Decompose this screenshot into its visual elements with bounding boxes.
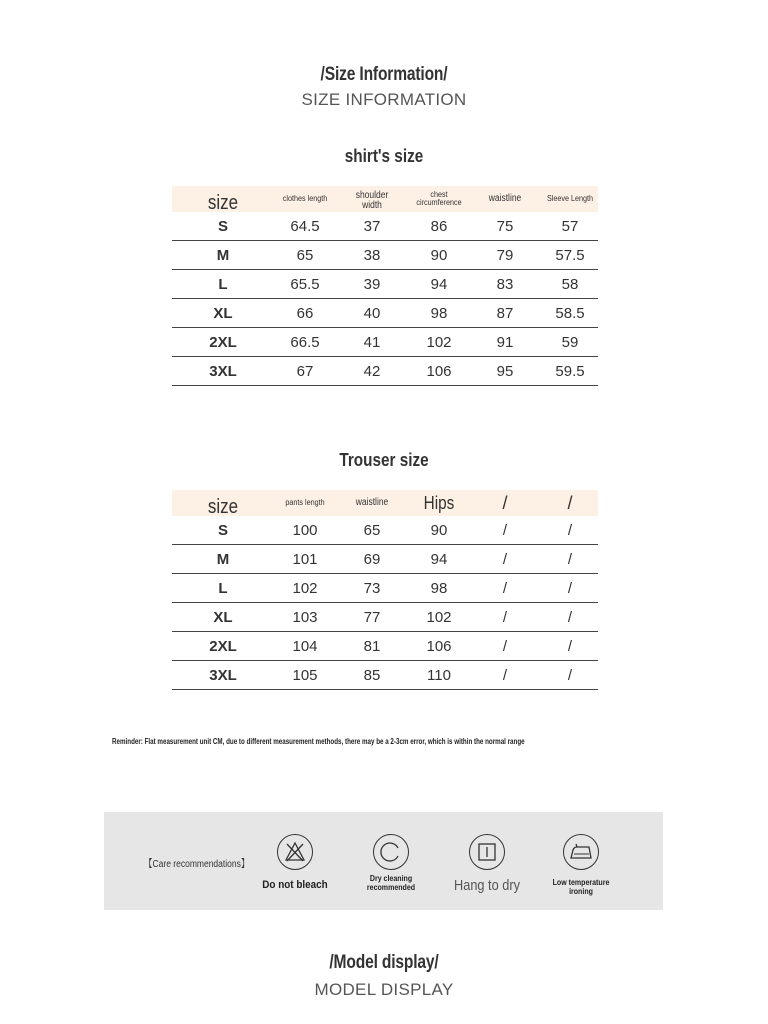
shirt-cell-size: XL [213, 304, 233, 322]
table-row [172, 603, 598, 632]
care-text-no-bleach: Do not bleach [262, 879, 328, 891]
shirt-header-chest-circumference: chest circumference [416, 189, 462, 207]
model-display-header [0, 952, 768, 1000]
care-item-hang-dry [442, 834, 532, 895]
trouser-cell-col-2: 81 [363, 637, 381, 655]
trouser-cell-size: L [218, 579, 228, 597]
table-row [172, 574, 598, 603]
care-text-dry-clean: Dry cleaning recommended [366, 874, 416, 892]
size-info-header [0, 64, 768, 110]
shirt-cell-col-5: 57.5 [555, 246, 585, 264]
trouser-cell-col-5: / [567, 608, 573, 626]
trouser-table-body [172, 516, 598, 690]
trouser-cell-col-4: / [502, 666, 508, 684]
trouser-header-pants-length: pants length [285, 497, 325, 507]
care-item-low-iron [536, 834, 626, 897]
shirt-table-body [172, 212, 598, 386]
shirt-table-header [172, 186, 598, 212]
trouser-cell-col-3: 98 [430, 579, 448, 597]
care-recommendations-panel [104, 812, 663, 910]
table-row [172, 357, 598, 386]
trouser-cell-col-5: / [567, 666, 573, 684]
table-row [172, 212, 598, 241]
shirt-cell-col-5: 58 [561, 275, 579, 293]
size-info-subtitle: SIZE INFORMATION [301, 90, 467, 109]
trouser-cell-col-2: 77 [363, 608, 381, 626]
size-info-title: /Size Information/ [320, 64, 448, 85]
shirt-cell-col-1: 67 [296, 362, 314, 380]
trouser-cell-col-5: / [567, 550, 573, 568]
care-text-hang-dry: Hang to dry [454, 877, 520, 894]
measurement-reminder: Reminder: Flat measurement unit CM, due to different measurement methods, there may be a 2-3cm error, which is within the normal range [112, 737, 525, 746]
table-row [172, 328, 598, 357]
no-bleach-icon [277, 834, 313, 870]
trouser-cell-col-4: / [502, 608, 508, 626]
trouser-cell-size: M [216, 550, 230, 568]
trouser-cell-col-3: 90 [430, 521, 448, 539]
table-row [172, 241, 598, 270]
trouser-cell-col-1: 103 [292, 608, 318, 626]
shirt-header-sleeve-length: Sleeve Length [546, 193, 594, 203]
shirt-cell-size: L [218, 275, 228, 293]
table-row [172, 632, 598, 661]
table-row [172, 545, 598, 574]
shirt-cell-size: 2XL [209, 333, 237, 351]
table-row [172, 270, 598, 299]
shirt-cell-col-4: 79 [496, 246, 514, 264]
trouser-table-title: Trouser size [339, 450, 429, 470]
trouser-cell-col-2: 65 [363, 521, 381, 539]
trouser-header-size: size [207, 496, 239, 518]
trouser-cell-col-3: 106 [426, 637, 452, 655]
trouser-cell-col-1: 105 [292, 666, 318, 684]
trouser-cell-col-5: / [567, 579, 573, 597]
shirt-cell-col-2: 41 [363, 333, 381, 351]
table-row [172, 299, 598, 328]
trouser-cell-size: 2XL [209, 637, 237, 655]
care-text-low-iron: Low temperature ironing [552, 878, 610, 896]
low-iron-icon [563, 834, 599, 870]
shirt-cell-col-3: 102 [426, 333, 452, 351]
shirt-cell-col-5: 57 [561, 217, 579, 235]
trouser-header-hips: Hips [423, 492, 455, 513]
trouser-cell-col-1: 100 [292, 521, 318, 539]
trouser-header-empty-1: / [502, 492, 508, 513]
shirt-cell-col-2: 37 [363, 217, 381, 235]
shirt-cell-col-4: 91 [496, 333, 514, 351]
shirt-cell-col-3: 90 [430, 246, 448, 264]
shirt-header-size: size [207, 192, 239, 214]
shirt-cell-col-4: 95 [496, 362, 514, 380]
trouser-cell-col-4: / [502, 550, 508, 568]
shirt-header-waistline: waistline [488, 192, 522, 204]
shirt-size-table [172, 186, 598, 386]
shirt-cell-size: S [217, 217, 228, 235]
trouser-cell-col-2: 73 [363, 579, 381, 597]
trouser-cell-col-3: 94 [430, 550, 448, 568]
table-row [172, 661, 598, 690]
trouser-header-empty-2: / [567, 492, 573, 513]
shirt-cell-col-3: 106 [426, 362, 452, 380]
shirt-cell-size: M [216, 246, 230, 264]
shirt-cell-col-2: 42 [363, 362, 381, 380]
trouser-table-header [172, 490, 598, 516]
trouser-cell-col-4: / [502, 637, 508, 655]
shirt-cell-col-5: 59 [561, 333, 579, 351]
shirt-cell-col-3: 98 [430, 304, 448, 322]
trouser-cell-col-1: 104 [292, 637, 318, 655]
shirt-cell-col-1: 66.5 [290, 333, 320, 351]
trouser-cell-col-2: 85 [363, 666, 381, 684]
shirt-table-title: shirt's size [344, 146, 424, 166]
dry-clean-icon [373, 834, 409, 870]
trouser-cell-size: 3XL [209, 666, 237, 684]
model-display-subtitle: MODEL DISPLAY [314, 980, 454, 999]
trouser-cell-col-5: / [567, 521, 573, 539]
trouser-cell-col-5: / [567, 637, 573, 655]
hang-dry-icon [469, 834, 505, 870]
shirt-cell-col-5: 58.5 [555, 304, 585, 322]
shirt-header-shoulder-width: shoulder width [355, 189, 389, 211]
trouser-cell-col-2: 69 [363, 550, 381, 568]
shirt-cell-col-1: 64.5 [290, 217, 320, 235]
trouser-cell-col-3: 110 [427, 666, 451, 684]
care-recommendations-label: 【Care recommendations】 [144, 859, 250, 870]
shirt-cell-col-2: 40 [363, 304, 381, 322]
shirt-cell-col-3: 86 [430, 217, 448, 235]
shirt-cell-col-1: 65 [296, 246, 314, 264]
trouser-cell-size: S [217, 521, 228, 539]
shirt-cell-col-1: 66 [296, 304, 314, 322]
trouser-cell-col-4: / [502, 579, 508, 597]
model-display-title: /Model display/ [329, 952, 439, 973]
shirt-cell-col-3: 94 [430, 275, 448, 293]
shirt-cell-col-4: 75 [496, 217, 514, 235]
care-item-no-bleach [250, 834, 340, 891]
shirt-cell-col-1: 65.5 [290, 275, 320, 293]
shirt-cell-col-2: 38 [363, 246, 381, 264]
shirt-cell-col-4: 87 [496, 304, 514, 322]
trouser-header-waistline: waistline [355, 496, 389, 508]
trouser-cell-col-4: / [502, 521, 508, 539]
trouser-cell-col-3: 102 [426, 608, 452, 626]
shirt-cell-col-5: 59.5 [555, 362, 585, 380]
shirt-cell-col-2: 39 [363, 275, 381, 293]
shirt-cell-size: 3XL [209, 362, 237, 380]
trouser-size-table [172, 490, 598, 690]
trouser-cell-col-1: 101 [292, 550, 318, 568]
care-item-dry-clean [346, 834, 436, 893]
shirt-header-clothes-length: clothes length [282, 193, 328, 203]
shirt-cell-col-4: 83 [496, 275, 514, 293]
table-row [172, 516, 598, 545]
trouser-cell-col-1: 102 [292, 579, 318, 597]
trouser-cell-size: XL [213, 608, 233, 626]
